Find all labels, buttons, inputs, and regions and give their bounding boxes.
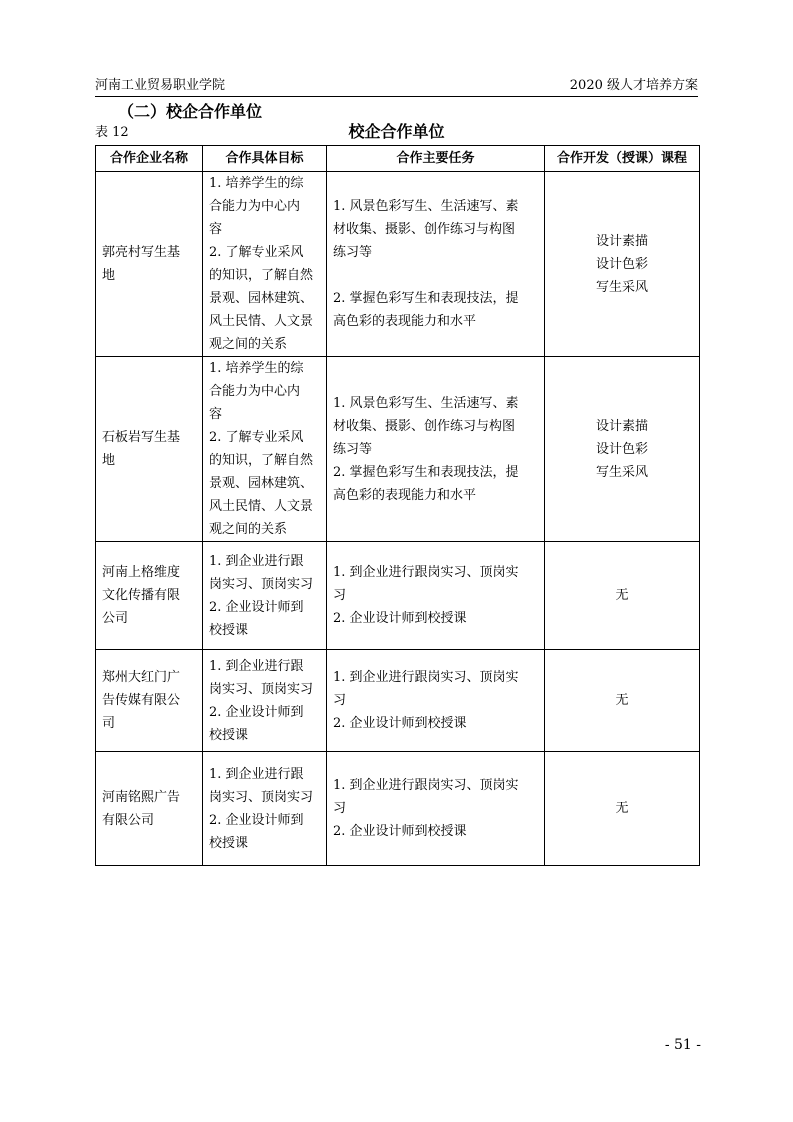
company-name-cell-line: 地 — [102, 453, 116, 468]
cooperation-tasks-cell-line: 习 — [333, 801, 347, 816]
cooperation-tasks-cell-line: 1. 风景色彩写生、生活速写、素 — [333, 395, 519, 411]
cooperation-tasks-cell-line: 材收集、摄影、创作练习与构图 — [333, 418, 516, 434]
page-number: - 51 - — [664, 1037, 701, 1053]
courses-cell-line: 设计素描 — [595, 418, 648, 434]
company-name-cell — [96, 650, 203, 752]
cooperation-goals-cell — [203, 752, 327, 866]
table-row — [96, 357, 700, 542]
cooperation-goals-cell-line: 1. 培养学生的综 — [209, 176, 304, 191]
cooperation-goals-cell-line: 2. 企业设计师到 — [209, 812, 304, 828]
cooperation-tasks-cell — [327, 357, 545, 542]
cooperation-goals-cell-line: 合能力为中心内 — [209, 384, 301, 399]
cooperation-goals-cell-line: 2. 企业设计师到 — [209, 704, 304, 720]
cooperation-tasks-cell — [327, 542, 545, 650]
cooperation-tasks-cell-line: 习 — [333, 588, 347, 603]
cooperation-tasks-cell-line: 2. 掌握色彩写生和表现技法，提 — [333, 291, 519, 306]
column-header-courses: 合作开发（授课）课程 — [545, 146, 700, 172]
table-row — [96, 172, 700, 357]
company-name-cell-line: 河南上格维度 — [102, 565, 181, 580]
courses-cell-line: 写生采风 — [595, 279, 648, 295]
company-name-cell — [96, 752, 203, 866]
column-header-tasks: 合作主要任务 — [327, 146, 545, 172]
cooperation-goals-cell-line: 风土民情、人文景 — [209, 499, 314, 514]
table-number-label: 表 12 — [95, 125, 129, 140]
courses-cell — [545, 752, 700, 866]
courses-cell-line: 无 — [615, 693, 629, 708]
cooperation-tasks-cell-line: 2. 企业设计师到校授课 — [333, 611, 467, 626]
cooperation-tasks-cell-line: 2. 掌握色彩写生和表现技法，提 — [333, 464, 519, 480]
cooperation-tasks-cell-line: 练习等 — [333, 441, 373, 457]
cooperation-goals-cell-line: 2. 了解专业采风 — [209, 245, 304, 260]
cooperation-goals-cell-line: 合能力为中心内 — [209, 199, 301, 214]
table-row — [96, 752, 700, 866]
table-row — [96, 650, 700, 752]
cooperation-tasks-cell — [327, 752, 545, 866]
cooperation-goals-cell-line: 的知识，了解自然 — [209, 268, 314, 283]
cooperation-goals-cell-line: 观之间的关系 — [209, 522, 288, 537]
header-plan-title: 2020 级人才培养方案 — [569, 78, 698, 93]
cooperation-goals-cell-line: 岗实习、顶岗实习 — [209, 681, 314, 697]
company-name-cell-line: 地 — [102, 268, 116, 283]
courses-cell-line: 设计素描 — [595, 233, 648, 249]
cooperation-tasks-cell — [327, 650, 545, 752]
cooperation-goals-cell — [203, 542, 327, 650]
header-school-name: 河南工业贸易职业学院 — [95, 78, 226, 93]
company-name-cell — [96, 542, 203, 650]
courses-cell — [545, 357, 700, 542]
cooperation-tasks-cell-line: 习 — [333, 693, 347, 708]
company-name-cell-line: 有限公司 — [102, 812, 155, 828]
cooperation-goals-cell-line: 景观、园林建筑、 — [209, 476, 314, 491]
cooperation-goals-cell-line: 1. 培养学生的综 — [209, 361, 304, 376]
cooperation-tasks-cell-line: 高色彩的表现能力和水平 — [333, 487, 477, 503]
cooperation-tasks-cell-line: 2. 企业设计师到校授课 — [333, 716, 467, 731]
cooperation-tasks-cell-line: 练习等 — [333, 245, 373, 260]
company-name-cell — [96, 172, 203, 357]
company-name-cell-line: 石板岩写生基 — [102, 430, 181, 445]
company-name-cell-line: 河南铭熙广告 — [102, 789, 181, 805]
company-name-cell-line: 郑州大红门广 — [102, 670, 181, 685]
cooperation-goals-cell-line: 容 — [209, 222, 223, 237]
courses-cell-line: 设计色彩 — [595, 441, 648, 457]
cooperation-goals-cell-line: 风土民情、人文景 — [209, 314, 314, 329]
cooperation-goals-cell-line: 岗实习、顶岗实习 — [209, 576, 314, 592]
courses-cell-line: 无 — [615, 801, 629, 816]
company-name-cell — [96, 357, 203, 542]
cooperation-goals-cell-line: 的知识，了解自然 — [209, 453, 314, 468]
column-header-company: 合作企业名称 — [96, 146, 203, 172]
paragraph-gap — [333, 264, 538, 287]
company-name-cell-line: 告传媒有限公 — [102, 693, 181, 708]
courses-cell-line: 无 — [615, 588, 629, 603]
table-header-row — [96, 146, 700, 172]
courses-cell — [545, 542, 700, 650]
courses-cell-line: 写生采风 — [595, 464, 648, 480]
company-name-cell-line: 公司 — [102, 611, 129, 626]
courses-cell-line: 设计色彩 — [595, 256, 648, 272]
courses-cell — [545, 650, 700, 752]
cooperation-goals-cell — [203, 172, 327, 357]
company-name-cell-line: 郭亮村写生基 — [102, 245, 181, 260]
cooperation-goals-cell-line: 2. 企业设计师到 — [209, 599, 304, 615]
cooperation-tasks-cell-line: 材收集、摄影、创作练习与构图 — [333, 222, 516, 237]
cooperation-tasks-cell-line: 2. 企业设计师到校授课 — [333, 824, 467, 839]
cooperation-tasks-cell-line: 1. 到企业进行跟岗实习、顶岗实 — [333, 565, 519, 580]
cooperation-goals-cell-line: 校授课 — [209, 727, 249, 743]
courses-cell — [545, 172, 700, 357]
cooperation-goals-cell-line: 1. 到企业进行跟 — [209, 553, 304, 569]
column-header-goals: 合作具体目标 — [203, 146, 327, 172]
cooperation-goals-cell — [203, 357, 327, 542]
cooperation-tasks-cell — [327, 172, 545, 357]
company-name-cell-line: 文化传播有限 — [102, 588, 181, 603]
cooperation-goals-cell-line: 观之间的关系 — [209, 337, 288, 352]
cooperation-goals-cell-line: 校授课 — [209, 835, 249, 851]
section-title: （二）校企合作单位 — [118, 102, 263, 121]
cooperation-tasks-cell-line: 1. 到企业进行跟岗实习、顶岗实 — [333, 778, 519, 793]
cooperation-goals-cell-line: 2. 了解专业采风 — [209, 430, 304, 445]
company-name-cell-line: 司 — [102, 716, 116, 731]
table-caption: 校企合作单位 — [348, 122, 445, 141]
partnership-table — [95, 145, 700, 866]
cooperation-goals-cell-line: 1. 到企业进行跟 — [209, 658, 304, 674]
cooperation-goals-cell-line: 1. 到企业进行跟 — [209, 766, 304, 782]
cooperation-tasks-cell-line: 1. 风景色彩写生、生活速写、素 — [333, 199, 519, 214]
cooperation-goals-cell — [203, 650, 327, 752]
cooperation-tasks-cell-line: 1. 到企业进行跟岗实习、顶岗实 — [333, 670, 519, 685]
cooperation-goals-cell-line: 容 — [209, 407, 223, 422]
header-divider — [95, 96, 698, 97]
cooperation-tasks-cell-line: 高色彩的表现能力和水平 — [333, 314, 477, 329]
cooperation-goals-cell-line: 校授课 — [209, 622, 249, 638]
table-row — [96, 542, 700, 650]
cooperation-goals-cell-line: 岗实习、顶岗实习 — [209, 789, 314, 805]
cooperation-goals-cell-line: 景观、园林建筑、 — [209, 291, 314, 306]
